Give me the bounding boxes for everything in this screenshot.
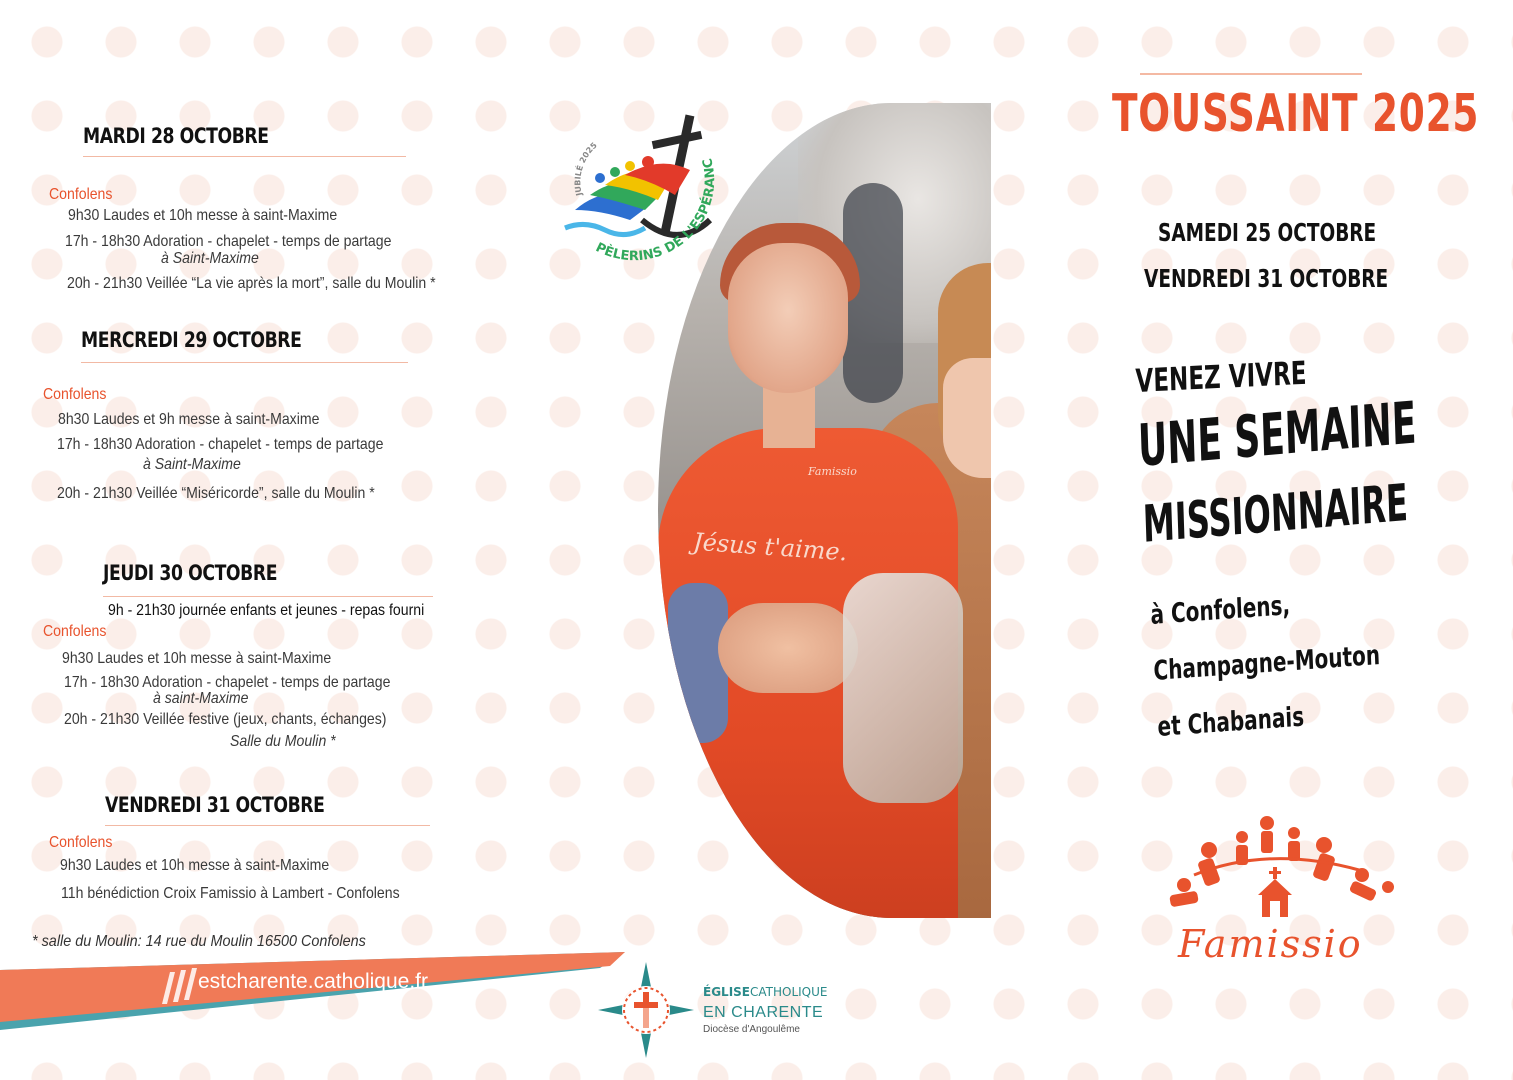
event-line: 11h bénédiction Croix Famissio à Lambert - Confolens [61,885,400,902]
event-place: Salle du Moulin * [230,733,336,750]
event-line: 17h - 18h30 Adoration - chapelet - temps de partage [64,674,391,691]
organization-sub: EN CHARENTE [703,1004,824,1021]
day-title: JEUDI 30 OCTOBRE [103,561,278,585]
shirt-logo-text: Famissio [808,465,857,478]
event-title: TOUSSAINT 2025 [1112,84,1480,144]
slogan-line-3: MISSIONNAIRE [1142,473,1409,555]
famissio-logo-icon [1164,815,1396,925]
town-label: Confolens [43,623,107,640]
svg-text:JUBILÉ 2025 [573,140,599,197]
organization-name-rest: CATHOLIQUE [750,985,828,999]
event-line: 9h - 21h30 journée enfants et jeunes - repas fourni [108,602,425,619]
day-title: MERCREDI 29 OCTOBRE [81,328,302,352]
jubilee-motto: PÈLERINS DE L'ESPÉRANC [593,156,719,265]
jubilee-logo-icon [560,110,730,290]
day-title: VENDREDI 31 OCTOBRE [105,793,325,817]
town-label: Confolens [49,834,113,851]
slogan-line-2: UNE SEMAINE [1137,388,1418,480]
website-link[interactable]: estcharente.catholique.fr [198,970,428,993]
organization-name-bold: ÉGLISE [703,985,750,999]
event-line: 20h - 21h30 Veillée “La vie après la mort”, salle du Moulin * [67,275,436,292]
place-line-1: à Confolens, [1150,590,1291,631]
famissio-wordmark: Famissio [1178,922,1363,966]
place-line-2: Champagne-Mouton [1153,639,1381,687]
divider [103,596,433,597]
divider [1140,73,1362,75]
day-title: MARDI 28 OCTOBRE [83,124,269,148]
organization-name [703,985,828,999]
footnote: * salle du Moulin: 14 rue du Moulin 16500 Confolens [32,933,366,950]
place-line-3: et Chabanais [1157,701,1305,743]
event-line: 20h - 21h30 Veillée festive (jeux, chants, échanges) [64,711,387,728]
jubilee-logo [560,110,730,290]
event-line: 9h30 Laudes et 10h messe à saint-Maxime [60,857,330,874]
divider [105,825,430,826]
event-place: à Saint-Maxime [143,456,241,473]
event-line: 17h - 18h30 Adoration - chapelet - temps de partage [57,436,384,453]
compass-cross-icon [598,962,694,1058]
event-place: à saint-Maxime [153,690,249,707]
shirt-text: Jésus t'aime. [692,527,849,567]
slogan-line-1: VENEZ VIVRE [1135,353,1307,400]
date-end: VENDREDI 31 OCTOBRE [1144,264,1389,293]
event-place: à Saint-Maxime [161,250,259,267]
town-label: Confolens [43,386,107,403]
organization-diocese: Diocèse d'Angoulême [703,1024,800,1035]
event-line: 8h30 Laudes et 9h messe à saint-Maxime [58,411,320,428]
divider [81,362,408,363]
town-label: Confolens [49,186,113,203]
jubilee-year-text: JUBILÉ 2025 [573,140,599,197]
event-line: 17h - 18h30 Adoration - chapelet - temps de partage [65,233,392,250]
divider [83,156,406,157]
event-line: 20h - 21h30 Veillée “Miséricorde”, salle du Moulin * [57,485,375,502]
event-line: 9h30 Laudes et 10h messe à saint-Maxime [68,207,338,224]
date-start: SAMEDI 25 OCTOBRE [1158,218,1377,247]
event-line: 9h30 Laudes et 10h messe à saint-Maxime [62,650,332,667]
